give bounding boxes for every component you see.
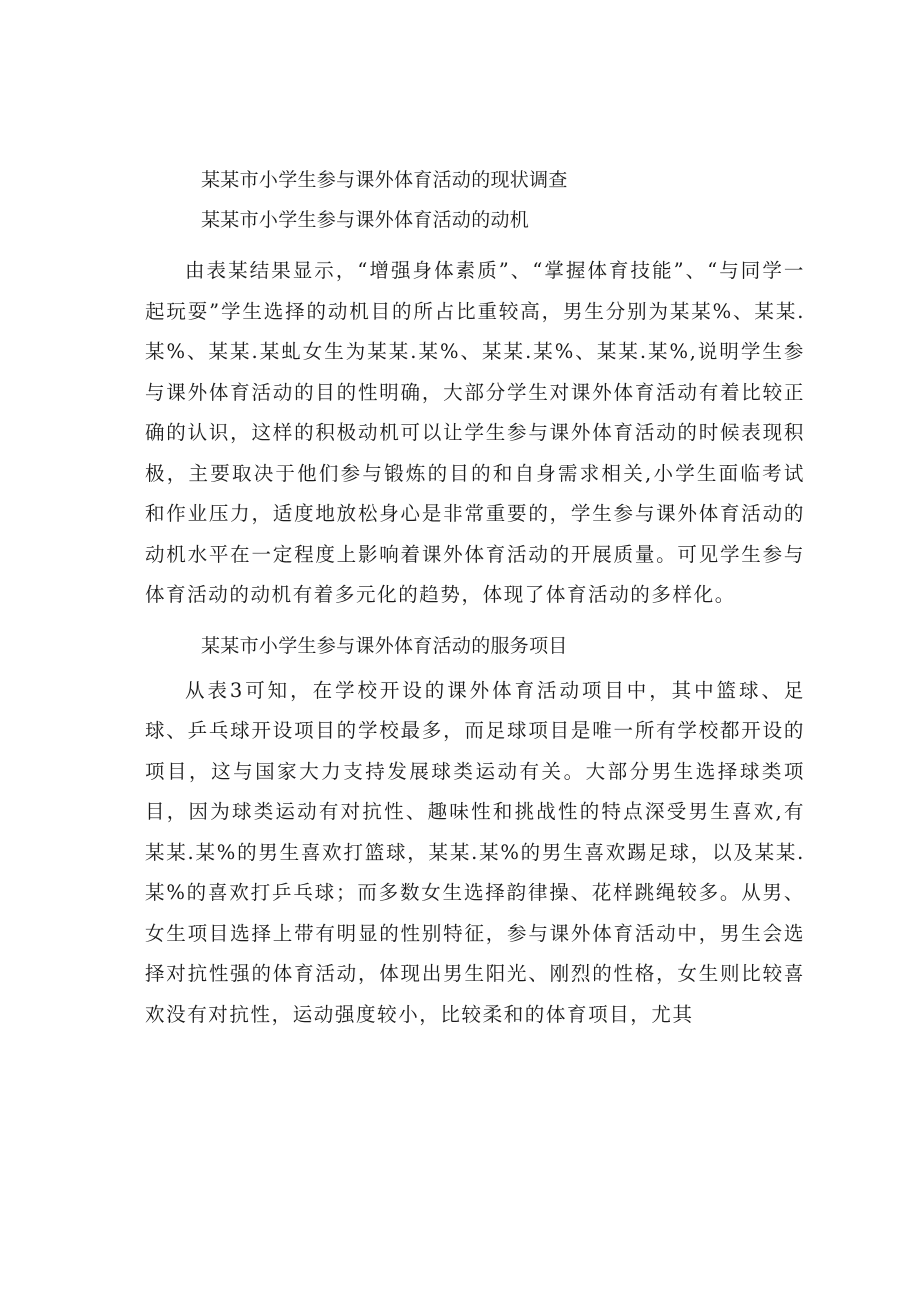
paragraph-motivation: 由表某结果显示，“增强身体素质”、“掌握体育技能”、“与同学一起玩耍”学生选择的动机目的所占比重较高，男生分别为某某%、某某.某%、某某.某虬女生为某某.某%、某某.某%、某某.某%,说明学生参与课外体育活动的目的性明确，大部分学生对课外体育活动有着比较正确的认识，这样的积极动机可以让学生参与课外体育活动的时候表现积极，主要取决于他们参与锻炼的目的和自身需求相关,小学生面临考试和作业压力，适度地放松身心是非常重要的，学生参与课外体育活动的动机水平在一定程度上影响着课外体育活动的开展质量。可见学生参与体育活动的动机有着多元化的趋势，体现了体育活动的多样化。 xyxy=(145,259,805,606)
paragraph-service-items: 从表3可知，在学校开设的课外体育活动项目中，其中篮球、足球、乒乓球开设项目的学校最多，而足球项目是唯一所有学校都开设的项目，这与国家大力支持发展球类运动有关。大部分男生选择球类项目，因为球类运动有对抗性、趣味性和挑战性的特点深受男生喜欢,有某某.某%的男生喜欢打篮球，某某.某%的男生喜欢踢足球，以及某某.某%的喜欢打乒乓球；而多数女生选择韵律操、花样跳绳较多。从男、女生项目选择上带有明显的性别特征，参与课外体育活动中，男生会选择对抗性强的体育活动，体现出男生阳光、刚烈的性格，女生则比较喜欢没有对抗性，运动强度较小，比较柔和的体育项目，尤其 xyxy=(145,678,805,1026)
section-heading-motivation: 某某市小学生参与课外体育活动的动机 xyxy=(201,209,530,231)
document-title: 某某市小学生参与课外体育活动的现状调查 xyxy=(201,169,568,191)
section-heading-service-items: 某某市小学生参与课外体育活动的服务项目 xyxy=(201,634,568,657)
document-page xyxy=(145,160,805,1035)
